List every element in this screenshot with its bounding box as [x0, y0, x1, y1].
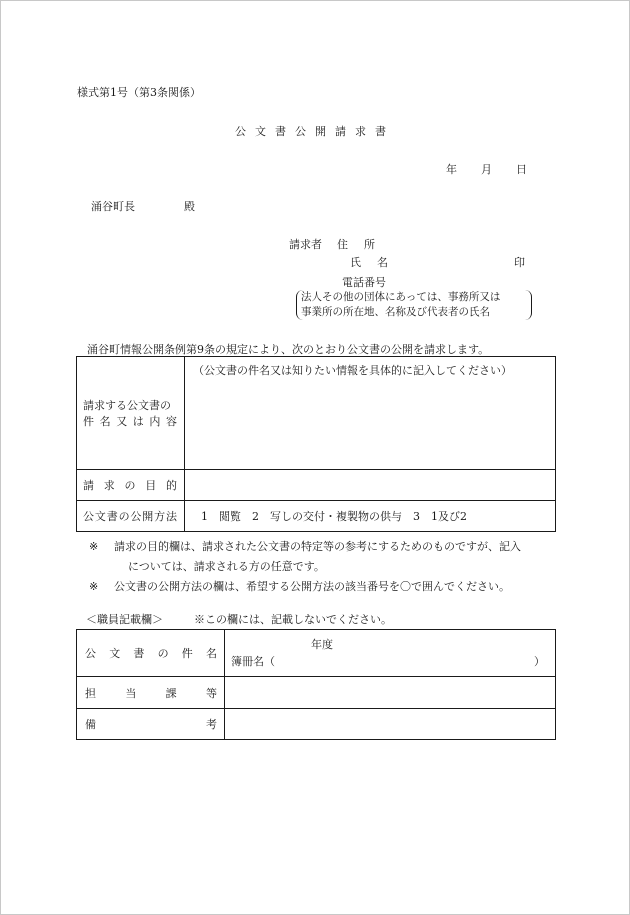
addressee-honorific: 殿	[184, 200, 195, 213]
purpose-field[interactable]	[185, 470, 556, 501]
ledger-name-close: ）	[534, 655, 545, 668]
staff-division-label-cell	[77, 677, 225, 709]
date-year-label: 年	[446, 163, 457, 176]
requester-phone-label: 電話番号	[342, 276, 386, 289]
staff-doc-name-label: 公文書の件名	[85, 647, 217, 660]
corporate-note-line1: 法人その他の団体にあっては、事務所又は	[301, 291, 501, 303]
requester-name-label: 氏名	[350, 256, 404, 269]
corporate-note	[296, 290, 532, 320]
ledger-name-label: 簿冊名（	[231, 655, 275, 668]
staff-division-label: 担当課等	[85, 686, 217, 700]
notes	[86, 537, 556, 597]
disclosure-method-label: 公文書の公開方法	[83, 510, 177, 523]
requested-document-label-line1: 請求する公文書の	[83, 399, 171, 412]
note-method	[86, 577, 556, 597]
corporate-note-line2: 事業所の所在地、名称及び代表者の氏名	[301, 306, 490, 318]
staff-section-header: ＜職員記載欄＞	[86, 613, 163, 626]
staff-doc-name-label-cell	[77, 630, 225, 677]
requested-document-field[interactable]	[185, 357, 556, 470]
date-month-label: 月	[481, 163, 492, 176]
disclosure-method-field[interactable]	[185, 501, 556, 532]
fiscal-year-label: 年度	[311, 638, 333, 651]
seal-label: 印	[514, 256, 525, 269]
request-intro: 涌谷町情報公開条例第9条の規定により、次のとおり公文書の公開を請求します。	[87, 343, 490, 356]
staff-doc-name-field	[225, 630, 556, 677]
note-method-mark: ※	[89, 580, 99, 593]
disclosure-method-options: 1 閲覧 2 写しの交付・複製物の供与 3 1及び2	[201, 510, 467, 523]
note-purpose-mark: ※	[89, 540, 99, 553]
addressee-name: 涌谷町長	[91, 200, 135, 213]
request-table	[76, 356, 556, 532]
form-number: 様式第1号（第3条関係）	[77, 86, 201, 99]
purpose-label: 請求の目的	[83, 479, 177, 492]
requester-address-label: 住所	[337, 238, 391, 251]
staff-table	[76, 629, 556, 740]
requester-label: 請求者	[289, 238, 322, 251]
staff-remarks-label: 備考	[85, 718, 217, 731]
requested-document-label-line2: 件名又は内容	[83, 415, 177, 428]
purpose-label-cell	[77, 470, 185, 501]
note-purpose	[86, 537, 556, 577]
date-day-label: 日	[516, 163, 527, 176]
staff-remarks-field	[225, 709, 556, 740]
staff-division-field	[225, 677, 556, 709]
requested-document-label	[77, 357, 185, 470]
requested-document-hint: （公文書の件名又は知りたい情報を具体的に記入してください）	[193, 364, 512, 377]
page-title: 公文書公開請求書	[235, 125, 395, 138]
staff-remarks-label-cell	[77, 709, 225, 740]
note-purpose-line1: 請求の目的欄は、請求された公文書の特定等の参考にするためのものですが、記入	[114, 540, 521, 553]
staff-section-notice: ※この欄には、記載しないでください。	[194, 613, 392, 626]
disclosure-method-label-cell	[77, 501, 185, 532]
note-method-text: 公文書の公開方法の欄は、希望する公開方法の該当番号を〇で囲んでください。	[114, 580, 510, 593]
note-purpose-line2: については、請求される方の任意です。	[128, 560, 325, 573]
